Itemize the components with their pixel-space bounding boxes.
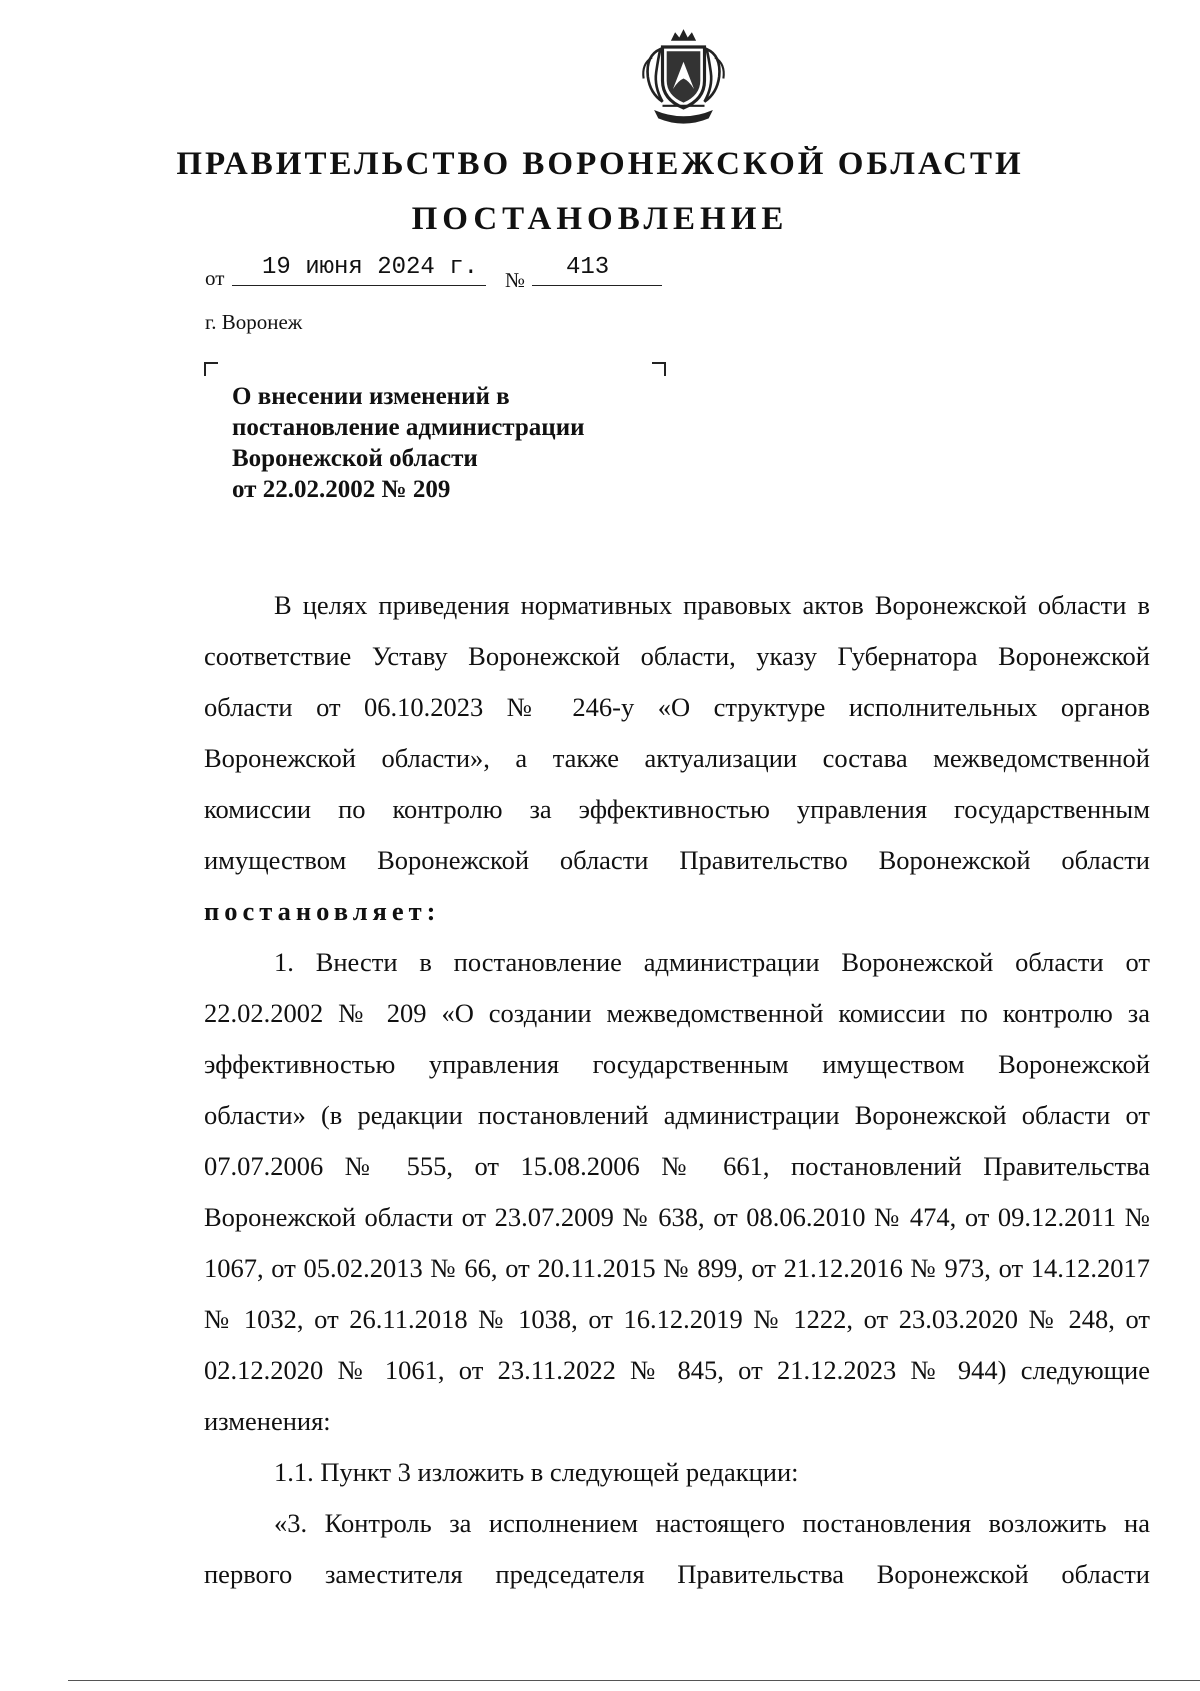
organization-title: ПРАВИТЕЛЬСТВО ВОРОНЕЖСКОЙ ОБЛАСТИ (176, 146, 1024, 182)
clause-1-paragraph: 1. Внести в постановление администрации Воронежской области от 22.02.2002 № 209 «О создании межведомственной комиссии по контролю за эффективностью управления государственным имуществом Воронежской области» (в редакции постановлений администрации Воронежской области от 07.07.2006 № 555, от 15.08.2006 № 661, постановлений Правительства Воронежской области от 23.07.2009 № 638, от 08.06.2010 № 474, от 09.12.2011 № 1067, от 05.02.2013 № 66, от 20.11.2015 № 899, от 21.12.2016 № 973, от 14.12.2017 № 1032, от 26.11.2018 № 1038, от 16.12.2019 № 1222, от 23.03.2020 № 248, от 02.12.2020 № 1061, от 23.11.2022 № 845, от 21.12.2023 № 944) следующие изменения: (204, 947, 1150, 1436)
heading-line: Воронежской области (232, 445, 478, 472)
heading-line: от 22.02.2002 № 209 (232, 476, 451, 503)
document-number: 413 (566, 254, 610, 281)
page-bottom-rule (68, 1680, 1200, 1681)
heading-corner-left (204, 362, 218, 376)
document-heading (232, 381, 585, 505)
date-prefix: от (205, 266, 225, 290)
date-underline (232, 285, 486, 286)
document-date: 19 июня 2024 г. (262, 254, 479, 281)
document-type-title: ПОСТАНОВЛЕНИЕ (411, 201, 789, 237)
number-prefix: № (505, 268, 526, 292)
resolves-emphasis: постановляет: (204, 896, 441, 926)
coat-of-arms-icon (631, 26, 736, 131)
clause-3-quote-paragraph: «3. Контроль за исполнением настоящего постановления возложить на первого заместителя председателя Правительства Воронежской области (204, 1508, 1150, 1589)
city-label: г. Воронеж (205, 310, 303, 334)
preamble-paragraph (204, 580, 1150, 937)
number-underline (532, 285, 662, 286)
heading-line: О внесении изменений в (232, 383, 510, 410)
heading-line: постановление администрации (232, 414, 585, 441)
document-body (204, 580, 1150, 1600)
heading-corner-right (652, 362, 666, 376)
clause-1-1-paragraph: 1.1. Пункт 3 изложить в следующей редакции: (274, 1457, 799, 1487)
preamble-text: В целях приведения нормативных правовых актов Воронежской области в соответствие Уставу Воронежской области, указу Губернатора Воронежской области от 06.10.2023 № 246-у «О структуре исполнительных органов Воронежской области», а также актуализации состава межведомственной комиссии по контролю за эффективностью управления государственным имуществом Воронежской области Правительство Воронежской области (204, 590, 1150, 875)
